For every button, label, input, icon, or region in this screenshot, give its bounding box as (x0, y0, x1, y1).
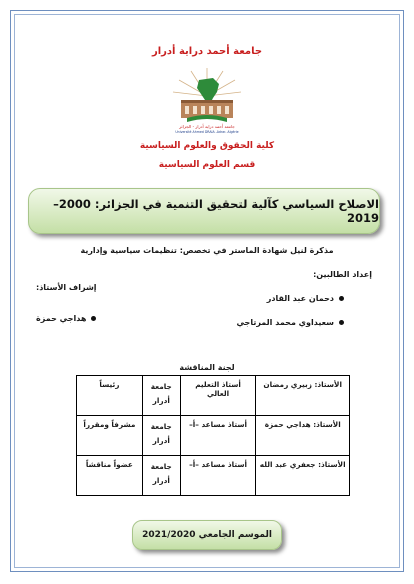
member-university: جامعة أدرار (142, 376, 180, 416)
students-label: إعداد الطالبين: (313, 270, 372, 279)
member-name: الأستاذ: جعفري عبد الله (256, 456, 350, 496)
member-rank: أستاذ مساعد –أ– (180, 416, 256, 456)
faculty-name: كلية الحقوق والعلوم السياسية (139, 141, 275, 151)
supervision-label: إشراف الأستاذ: (36, 283, 97, 292)
university-name: جامعة أحمد دراية أدرار (151, 46, 263, 57)
student-item (236, 318, 344, 327)
thesis-title-box (28, 188, 380, 234)
bullet-icon (339, 320, 344, 325)
member-rank: أستاذ التعليم العالي (180, 376, 256, 416)
member-rank: أستاذ مساعد –أ– (180, 456, 256, 496)
academic-year-box (132, 520, 282, 550)
committee-title: لجنة المناقشة (179, 363, 235, 372)
member-university: جامعة أدرار (142, 416, 180, 456)
member-role: عضواً مناقشاً (77, 456, 143, 496)
committee-table (76, 375, 350, 496)
academic-year: الموسم الجامعي 2021/2020 (142, 530, 272, 540)
university-logo (167, 66, 247, 136)
table-row (77, 416, 350, 456)
member-name: الأستاذ: هداجي حمزة (256, 416, 350, 456)
supervisor-name: هداجي حمزة (36, 314, 87, 323)
member-role: مشرفاً ومقرراً (77, 416, 143, 456)
supervisor-item (36, 314, 96, 323)
student-name: سعيداوي محمد المرتاجي (236, 318, 334, 327)
bullet-icon (339, 296, 344, 301)
logo-caption-ar: جامعة أحمد دراية أدرار - الجزائر (179, 124, 235, 129)
table-row (77, 376, 350, 416)
member-role: رئيساً (77, 376, 143, 416)
member-university: جامعة أدرار (142, 456, 180, 496)
student-item (267, 294, 344, 303)
thesis-title: الاصلاح السياسي كآلية لتحقيق التنمية في الجزائر: 2000– 2019 (53, 197, 379, 225)
department-name: قسم العلوم السياسية (158, 160, 256, 170)
bullet-icon (91, 316, 96, 321)
logo-caption-en: Université Ahmed DRAIA -Adrar- Algérie (175, 130, 239, 134)
student-name: دحمان عبد القادر (266, 294, 334, 303)
table-row (77, 456, 350, 496)
thesis-note: مذكرة لنيل شهادة الماستر في تخصص: تنظيمات سياسية وإدارية (80, 246, 334, 255)
member-name: الأستاذ: زبيري رمضان (256, 376, 350, 416)
